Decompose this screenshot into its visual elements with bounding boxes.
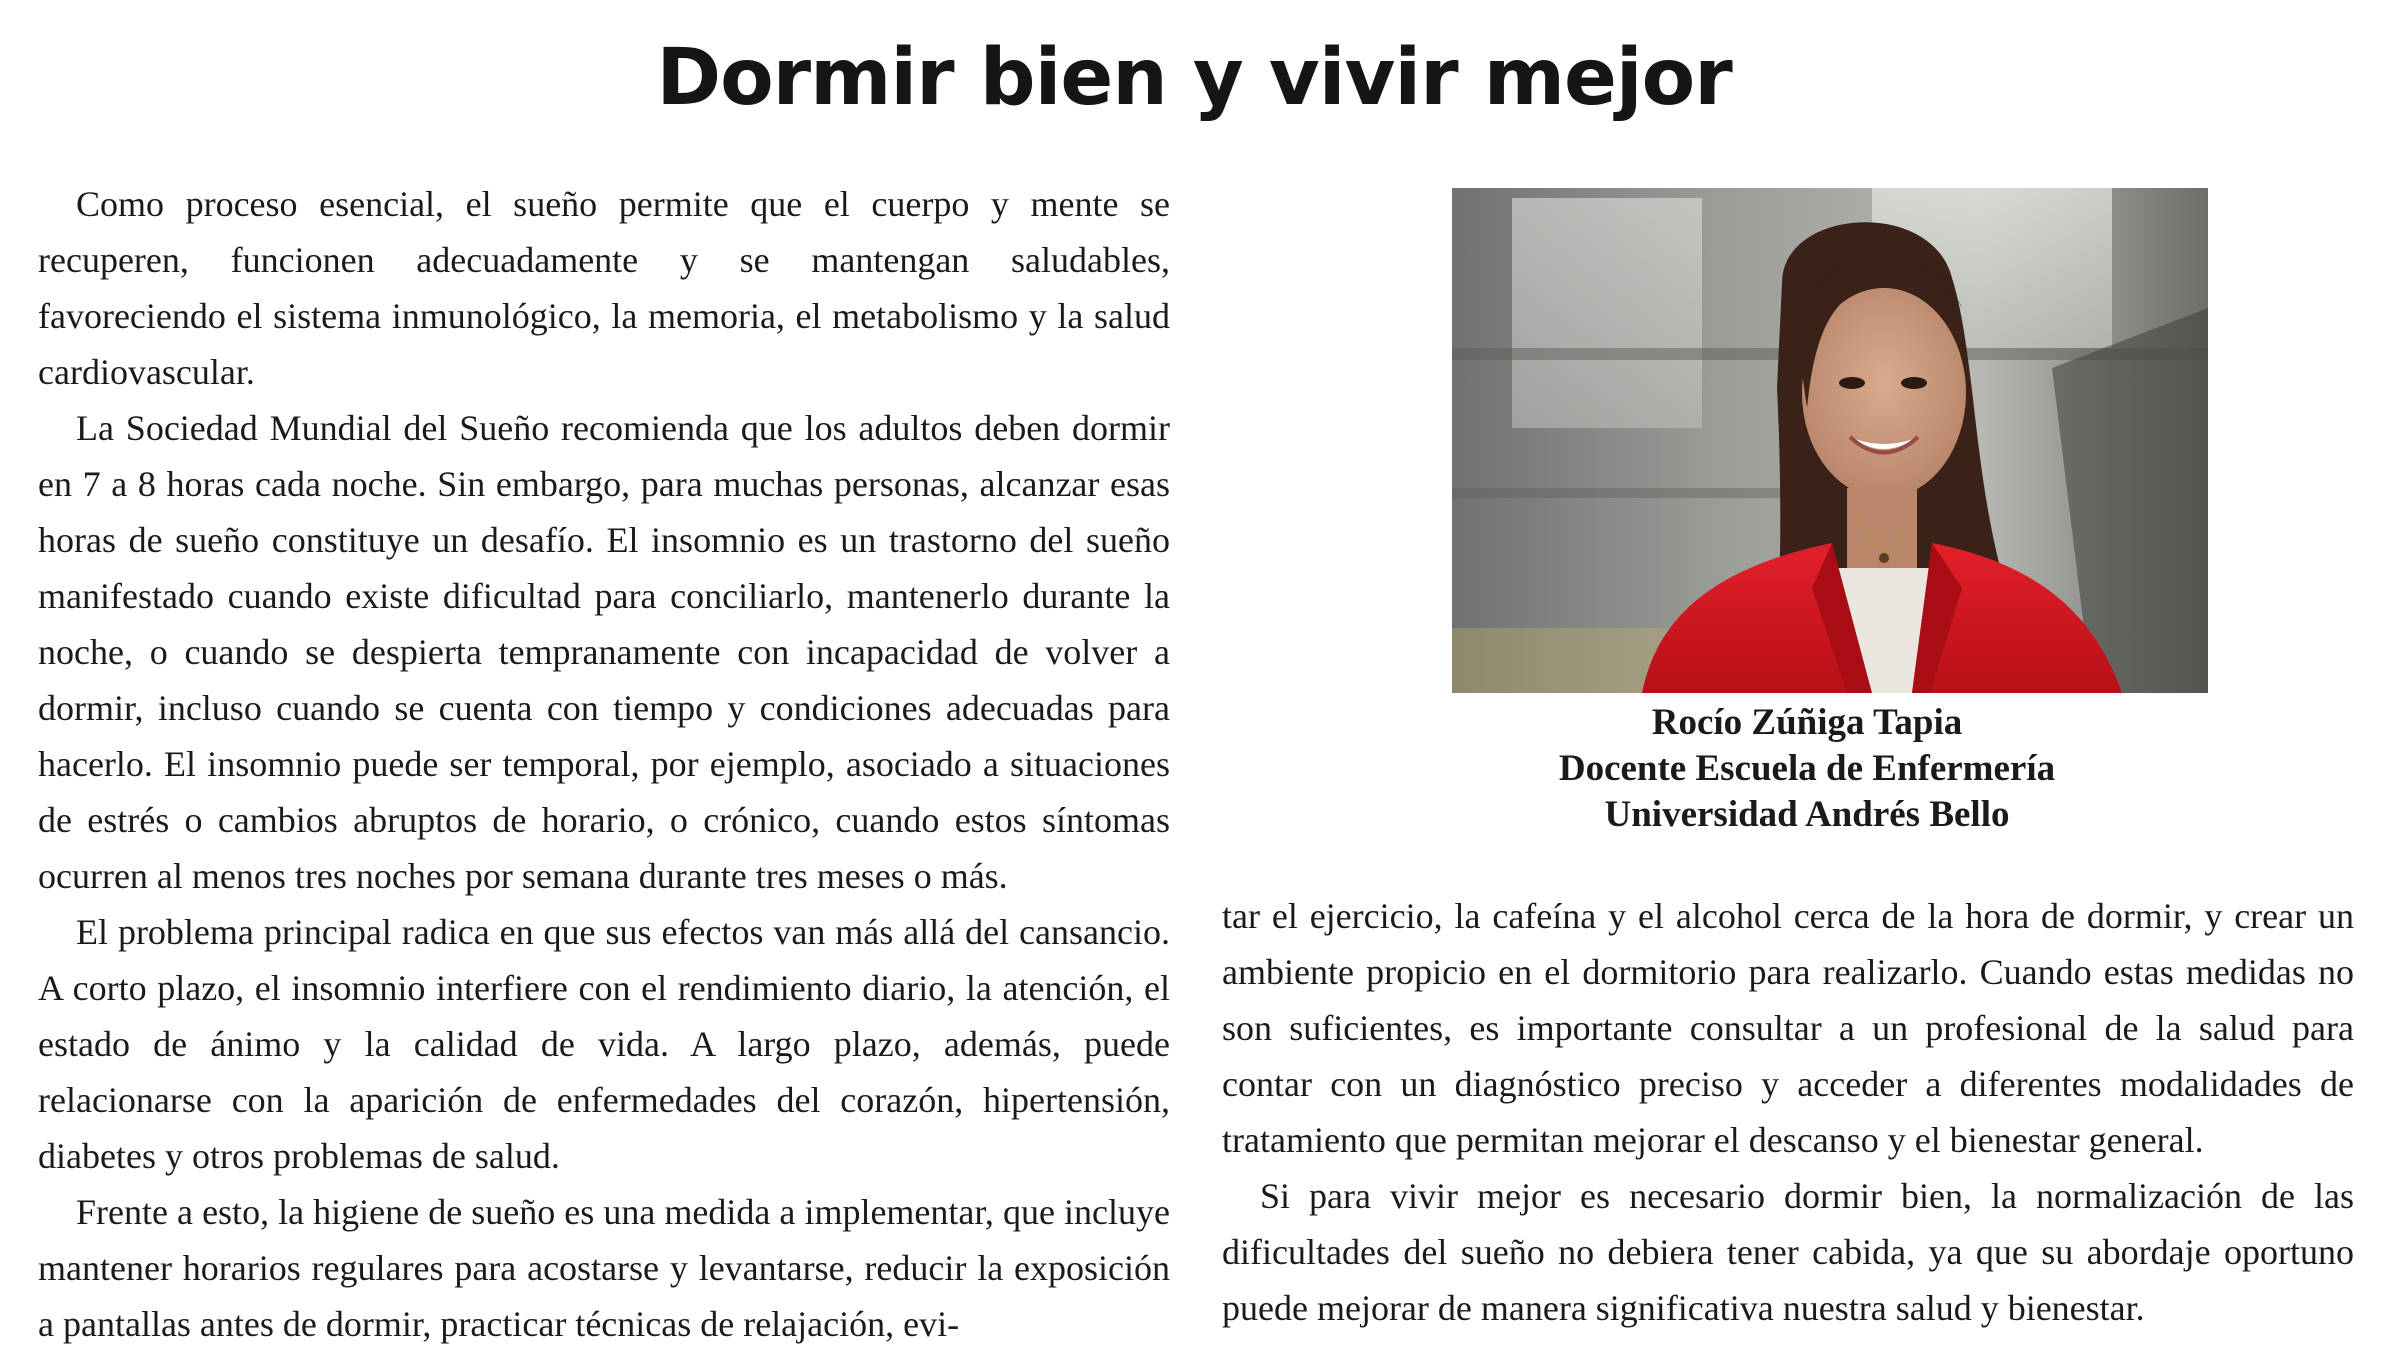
paragraph: La Sociedad Mundial del Sueño recomienda que los adultos deben dormir en 7 a 8 horas cada noche. Sin embargo, para muchas personas, alcanzar esas horas de sueño constituye un desafío. El insomnio es un trastorno del sueño manifestado cuando existe dificultad para conciliarlo, mantenerlo durante la noche, o cuando se despierta tempranamente con incapacidad de volver a dormir, incluso cuando se cuenta con tiempo y condiciones adecuadas para hacerlo. El insomnio puede ser temporal, por ejemplo, asociado a situaciones de estrés o cambios abruptos de horario, o crónico, cuando estos síntomas ocurren al menos tres noches por semana durante tres meses o más. — [38, 408, 1170, 896]
paragraph: Frente a esto, la higiene de sueño es una medida a implementar, que incluye mantener horarios regulares para acostarse y levantarse, reducir la exposición a pantallas antes de dormir, practicar técnicas de relajación, evi- — [38, 1192, 1170, 1344]
left-column — [38, 176, 1170, 1352]
article-title: Dormir bien y vivir mejor — [656, 33, 1732, 123]
paragraph: El problema principal radica en que sus efectos van más allá del cansancio. A corto plazo, el insomnio interfiere con el rendimiento diario, la atención, el estado de ánimo y la calidad de vida. A largo plazo, además, puede relacionarse con la aparición de enfermedades del corazón, hipertensión, diabetes y otros problemas de salud. — [38, 912, 1170, 1176]
author-caption — [1372, 700, 2242, 838]
author-name: Rocío Zúñiga Tapia — [1651, 702, 1963, 743]
paragraph: tar el ejercicio, la cafeína y el alcohol cerca de la hora de dormir, y crear un ambiente propicio en el dormitorio para realizarlo. Cuando estas medidas no son suficientes, es importante consultar a un profesional de la salud para contar con un diagnóstico preciso y acceder a diferentes modalidades de tratamiento que permitan mejorar el descanso y el bienestar general. — [1222, 896, 2354, 1160]
right-column — [1222, 888, 2354, 1336]
paragraph: Como proceso esencial, el sueño permite que el cuerpo y mente se recuperen, funcionen adecuadamente y se mantengan saludables, favoreciendo el sistema inmunológico, la memoria, el metabolismo y la salud cardiovascular. — [38, 184, 1170, 392]
author-institution: Universidad Andrés Bello — [1604, 794, 2010, 835]
author-photo — [1452, 188, 2208, 693]
paragraph: Si para vivir mejor es necesario dormir bien, la normalización de las dificultades del sueño no debiera tener cabida, ya que su abordaje oportuno puede mejorar de manera significativa nuestra salud y bienestar. — [1222, 1176, 2354, 1328]
author-role: Docente Escuela de Enfermería — [1558, 748, 2056, 789]
author-portrait — [1452, 188, 2208, 693]
